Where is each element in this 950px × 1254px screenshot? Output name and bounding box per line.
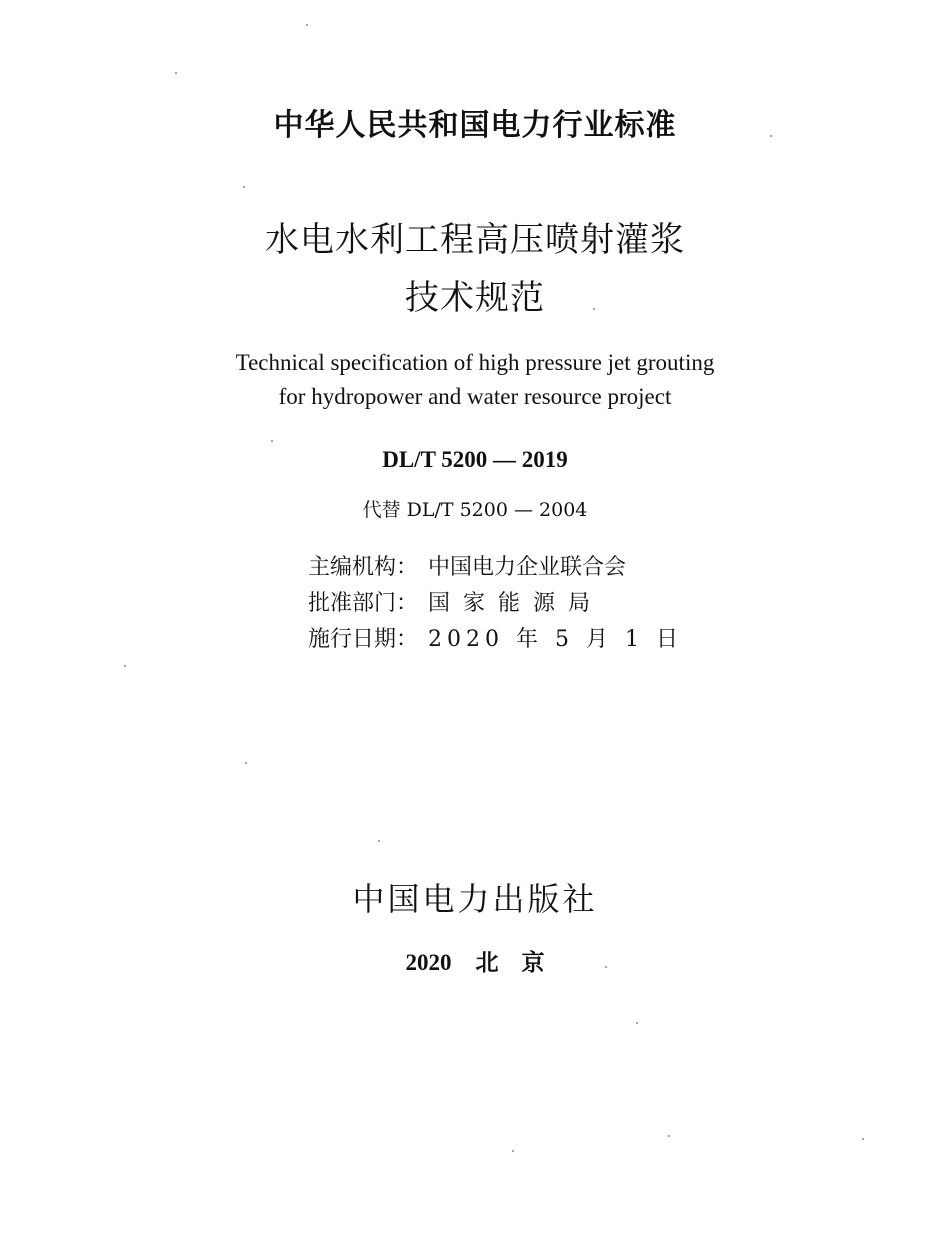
replaces-standard: 代替 DL/T 5200 — 2004 [362, 499, 588, 521]
scan-speck [770, 135, 772, 137]
scan-speck [124, 665, 126, 667]
title-en-line2: for hydropower and water resource project [278, 384, 672, 409]
info-row-editor [308, 550, 648, 586]
scan-speck [175, 72, 177, 74]
info-row-effective-date [308, 622, 683, 658]
info-row-approver [308, 586, 648, 622]
scan-speck [593, 308, 595, 310]
standard-info-block [308, 550, 683, 658]
title-cn-line2: 技术规范 [405, 278, 545, 318]
info-label: 主编机构： [308, 555, 419, 580]
publication-place [0, 944, 950, 977]
info-value: 2020 年 5 月 1 日 [428, 627, 683, 652]
title-en-line1: Technical specification of high pressure jet grouting [235, 350, 715, 375]
info-label: 批准部门： [308, 591, 419, 616]
scan-speck [243, 186, 245, 188]
info-value: 中国电力企业联合会 [428, 555, 627, 580]
scan-speck [271, 440, 273, 442]
scan-speck [512, 1150, 514, 1152]
publication-city: 北 京 [475, 950, 545, 975]
info-label: 施行日期： [308, 627, 419, 652]
scan-speck [245, 762, 247, 764]
scan-speck [605, 966, 607, 968]
scan-speck [668, 1135, 670, 1137]
scan-speck [378, 840, 380, 842]
scan-speck [862, 1138, 864, 1140]
title-cn-line1: 水电水利工程高压喷射灌浆 [265, 220, 685, 260]
info-value: 国家能源局 [428, 591, 604, 616]
scan-speck [636, 1022, 638, 1024]
industry-standard-heading: 中华人民共和国电力行业标准 [273, 108, 677, 143]
publisher-name: 中国电力出版社 [352, 880, 598, 918]
scan-speck [306, 24, 308, 26]
publication-year: 2020 [405, 950, 452, 975]
standard-code: DL/T 5200 — 2019 [382, 447, 568, 472]
